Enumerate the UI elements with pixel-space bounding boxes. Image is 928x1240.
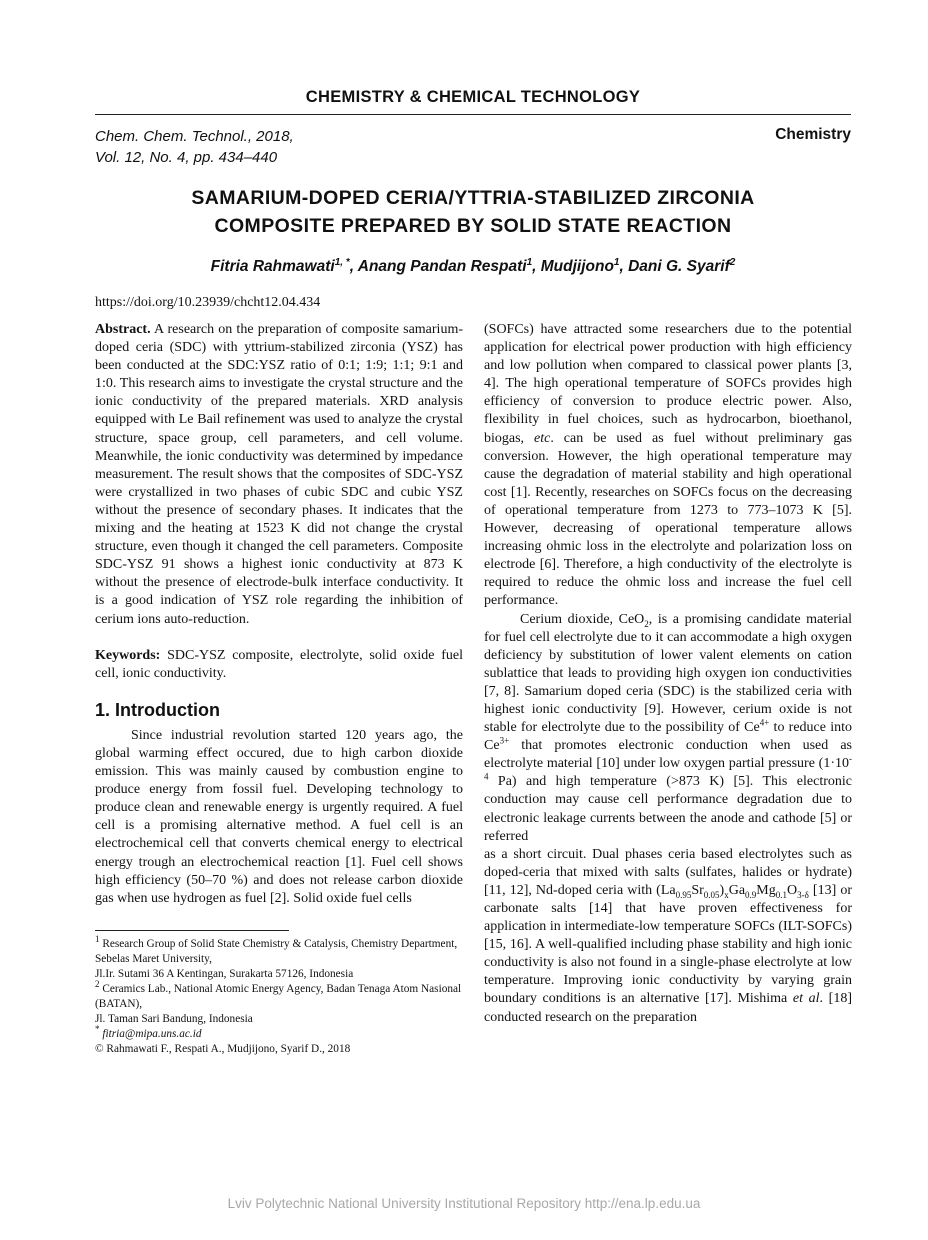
citation <box>95 126 294 168</box>
section-heading-introduction: 1. Introduction <box>95 699 220 720</box>
author-name: Fitria Rahmawati <box>210 258 335 275</box>
header-divider <box>95 114 851 115</box>
corresponding-email: * fitria@mipa.uns.ac.id <box>95 1024 202 1040</box>
intro-paragraph-2: (SOFCs) have attracted some researchers due to the potential application for electrical power production with high efficiency and low pollution when compared to classical power plants [3, 4]. The high operational temperature of SOFCs provides high efficiency of conversion to produce electric power. Also, flexibility in fuel choices, such as hydrocarbon, bioethanol, biogas, etc. can be used as fuel without preliminary gas conversion. However, the high operational temperature may cause the degradation of material stability and high operational cost [1]. Recently, researches on SOFCs focus on the decreasing of operational temperature from 1273 to 773–1073 K [5]. However, decreasing of operational temperature allows increasing ohmic loss in the electrolyte and polarization loss on electrode [6]. Therefore, a high conductivity of the electrolyte is required to reduce the ohmic loss and increase the fuel cell performance. <box>484 322 852 609</box>
abstract-label: Abstract. <box>95 322 151 337</box>
footnote-1-address: Jl.Ir. Sutami 36 A Kentingan, Surakarta 57126, Indonesia <box>95 967 354 980</box>
citation-line-1: Chem. Chem. Technol., 2018, <box>95 128 294 145</box>
doi-link[interactable]: https://doi.org/10.23939/chcht12.04.434 <box>95 295 321 310</box>
footnote-divider <box>95 930 289 931</box>
journal-name: CHEMISTRY & CHEMICAL TECHNOLOGY <box>305 88 641 106</box>
title-line-2: COMPOSITE PREPARED BY SOLID STATE REACTION <box>214 215 732 237</box>
author-affiliation: 2 <box>729 256 736 268</box>
keywords-text: SDC-YSZ composite, electrolyte, solid oxide fuel cell, ionic conductivity. <box>95 647 463 681</box>
footnote-1: $^1$ Research Group of Solid State Chemistry & Catalysis, Chemistry Department, Sebelas Maret University, <box>95 934 458 965</box>
section-label: Chemistry <box>775 126 851 143</box>
author-list: Fitria Rahmawati$^{1, *}$, Anang Pandan Respati$^1$, Mudjijono$^1$, Dani G. Syarif$^2$ <box>210 256 736 275</box>
left-column <box>95 321 463 1057</box>
copyright: © Rahmawati F., Respati A., Mudjijono, Syarif D., 2018 <box>95 1042 351 1055</box>
intro-paragraph-3: Cerium dioxide, CeO$_2$, is a promising candidate material for fuel cell electrolyte due to it can accommodate a high oxygen deficiency by substitution of lower valent elements on cation sublattice that leads to providing high oxygen ion conductivities [7, 8]. Samarium doped ceria (SDC) is the stabilized ceria with highest ionic conductivity [9]. However, cerium oxide is not stable for electrolyte due to the possibility of $Ce^{4+}$ to reduce into $Ce^{3+}$ that promotes electronic conduction when used as electrolyte material [10] under low oxygen partial pressure ($1\cdot 10^{-4}$ Pa) and high temperature (>873 K) [5]. This electronic conduction may cause cell performance degradation due to electronic leakage currents between the anode and cathode [5] or referred <box>484 611 852 844</box>
intro-paragraph-4: as a short circuit. Dual phases ceria based electrolytes such as doped-ceria that mixed with salts (sulfates, halides or hydrate) [11, 12], Nd-doped ceria with $(La_{0.95}Sr_{0.05})_xGa_{0.9}Mg_{0.1}O_{3-\delta}$ [13] or carbonate salts [14] that have proven effectiveness for application in intermediate-low temperature SOFCs (ILT-SOFCs) [15, 16]. A well-qualified including phase stability and high ionic conductivity is also not found in a single-phase electrolyte at low temperature. Improving ionic conductivity by varying grain boundary conditions is an alternative [17]. Mishima et al. [18] conducted research on the preparation <box>484 846 852 1025</box>
abstract <box>95 321 463 629</box>
footnotes <box>95 934 463 1057</box>
abstract-text: A research on the preparation of composite samarium-doped ceria (SDC) with yttrium-stabilized zirconia (YSZ) has been conducted at the SDC:YSZ ratio of 0:1; 1:9; 1:1; 9:1 and 1:0. This research aims to investigate the crystal structure and the ionic conductivity of the prepared materials. XRD analysis equipped with Le Bail refinement was used to analyze the crystal structure, space group, cell parameters, and cell volume. Meanwhile, the ionic conductivity was determined by impedance measurement. The result shows that the composites of SDC-YSZ were crystallized in two phases of cubic SDC and cubic YSZ without the presence of secondary phases. It indicates that the mixing and the heating at 1523 K did not change the crystal structure, even though it changed the cell parameters. Composite SDC-YSZ 91 shows a highest ionic conductivity at 873 K without the presence of electrode-bulk interface conductivity. It is a good indication of YSZ role regarding the inhibition of cerium ions auto-reduction. <box>95 322 463 627</box>
author-affiliation: 1 <box>526 256 533 268</box>
keywords <box>95 647 463 683</box>
author-name: Anang Pandan Respati <box>357 258 527 275</box>
footnote-2: $^2$ Ceramics Lab., National Atomic Energy Agency, Badan Tenaga Atom Nasional (BATAN), <box>95 979 462 1010</box>
author-name: Mudjijono <box>540 258 614 275</box>
author-affiliation: 1 <box>613 256 620 268</box>
title-line-1: SAMARIUM-DOPED CERIA/YTTRIA-STABILIZED ZIRCONIA <box>191 187 755 209</box>
keywords-label: Keywords: <box>95 647 161 663</box>
article-title <box>95 184 851 240</box>
intro-paragraph-1: Since industrial revolution started 120 years ago, the global warming effect occured, due to high carbon dioxide emission. This was mainly caused by combustion engine to produce energy from fossil fuel. Developing technology to produce clean and renewable energy is urgently required. A fuel cell is a promising alternative method. A fuel cell is an electrochemical cell that converts chemical energy to electrical energy trough an electrochemical reaction [1]. Fuel cell shows high efficiency (50–70 %) and does not release carbon dioxide gas when use hydrogen as fuel [2]. Solid oxide fuel cells <box>95 727 463 906</box>
author-affiliation: 1, * <box>334 256 350 268</box>
repository-footer: Lviv Polytechnic National University Institutional Repository http://ena.lp.edu.ua <box>227 1196 701 1211</box>
right-column <box>484 321 852 1027</box>
citation-line-2: Vol. 12, No. 4, pp. 434–440 <box>95 149 278 166</box>
footnote-2-address: Jl. Taman Sari Bandung, Indonesia <box>95 1012 253 1025</box>
author-name: Dani G. Syarif <box>628 258 730 275</box>
